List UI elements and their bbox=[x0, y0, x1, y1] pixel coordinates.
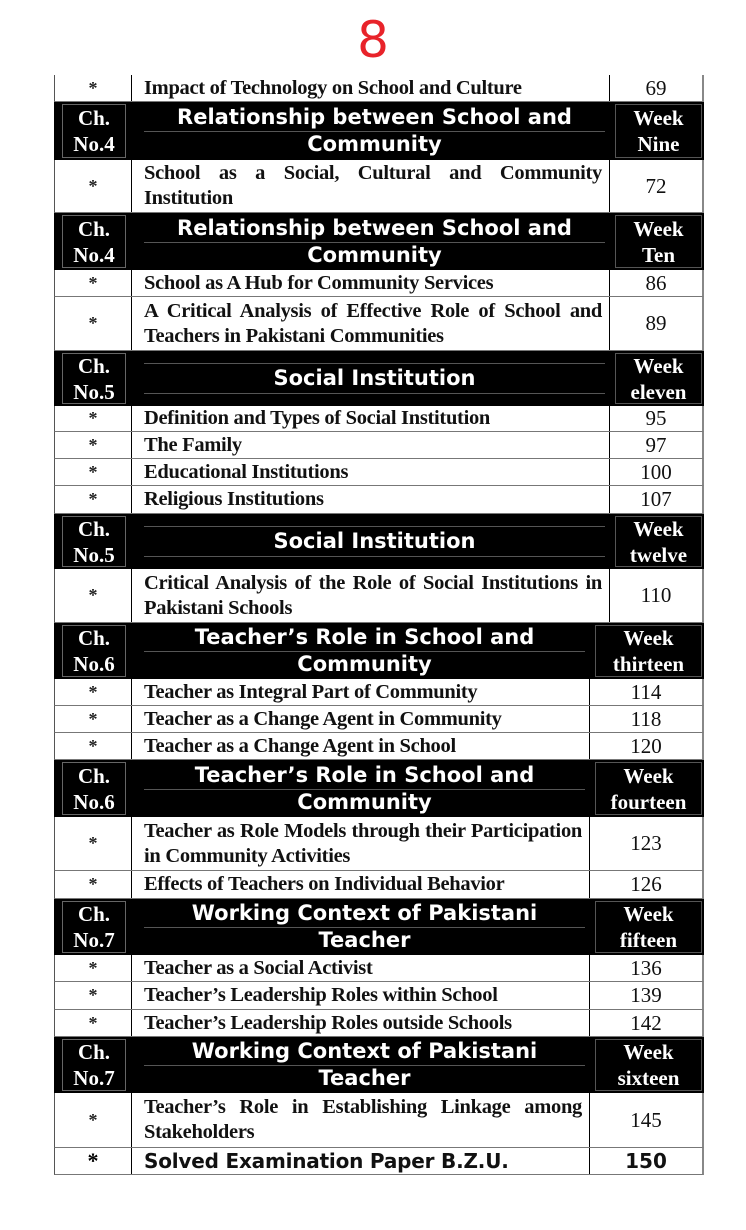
chapter-no: No.6 bbox=[73, 789, 115, 814]
topic-title-text: School as A Hub for Community Services bbox=[144, 271, 494, 294]
topic-row bbox=[54, 706, 704, 733]
topic-title-text: Educational Institutions bbox=[144, 460, 349, 483]
chapter-title bbox=[144, 351, 605, 406]
bullet-asterisk: * bbox=[55, 270, 132, 296]
topic-title-text: Teacher as Role Models through their Participation in Community Activities bbox=[144, 819, 582, 867]
chapter-label: Ch. bbox=[77, 216, 111, 241]
topic-title-text: Teacher as Integral Part of Community bbox=[144, 680, 478, 703]
page-ref: 126 bbox=[589, 871, 702, 898]
page-number: 8 bbox=[357, 11, 389, 69]
topic-row bbox=[54, 432, 704, 459]
chapter-title-line1: Teacher’s Role in School and bbox=[194, 625, 535, 649]
bullet-asterisk: * bbox=[55, 982, 132, 1009]
page-ref: 120 bbox=[589, 733, 702, 759]
week-word: Week bbox=[633, 353, 684, 378]
chapter-title bbox=[144, 1037, 585, 1093]
topic-title bbox=[132, 1010, 592, 1036]
page-ref: 114 bbox=[589, 679, 702, 705]
week-number: fifteen bbox=[619, 928, 678, 952]
chapter-title-line1: Working Context of Pakistani bbox=[191, 1039, 538, 1063]
topic-title bbox=[132, 432, 612, 458]
bullet-asterisk: * bbox=[55, 569, 132, 622]
topic-title-text: Solved Examination Paper B.Z.U. bbox=[144, 1148, 509, 1173]
chapter-header-row bbox=[54, 623, 704, 679]
chapter-header-row bbox=[54, 514, 704, 569]
chapter-no: No.5 bbox=[73, 379, 115, 404]
topic-row bbox=[54, 297, 704, 351]
chapter-header-row bbox=[54, 760, 704, 817]
chapter-title bbox=[144, 213, 605, 270]
week-word: Week bbox=[633, 106, 684, 130]
week-label bbox=[615, 215, 702, 268]
week-number: Ten bbox=[641, 242, 676, 267]
chapter-label: Ch. bbox=[77, 902, 111, 926]
chapter-header-row bbox=[54, 899, 704, 955]
topic-row bbox=[54, 1093, 704, 1148]
topic-title-text: Teacher’s Leadership Roles outside Schools bbox=[144, 1011, 512, 1034]
topic-title bbox=[132, 1093, 592, 1147]
chapter-header-row bbox=[54, 102, 704, 160]
topic-row bbox=[54, 569, 704, 623]
topic-title-text: The Family bbox=[144, 433, 242, 456]
bullet-asterisk: * bbox=[55, 459, 132, 485]
chapter-title-line1: Social Institution bbox=[273, 366, 476, 390]
topic-row bbox=[54, 270, 704, 297]
bullet-asterisk: * bbox=[55, 75, 132, 101]
topic-row bbox=[54, 160, 704, 213]
topic-row bbox=[54, 459, 704, 486]
page-ref: 100 bbox=[609, 459, 702, 485]
topic-row bbox=[54, 871, 704, 899]
chapter-title-line1: Teacher’s Role in School and bbox=[194, 762, 535, 787]
week-number: Nine bbox=[637, 132, 680, 156]
chapter-title-line1: Relationship between School and bbox=[177, 105, 572, 129]
topic-title bbox=[132, 817, 592, 870]
week-label bbox=[595, 762, 702, 815]
week-label bbox=[615, 516, 702, 567]
topic-row bbox=[54, 733, 704, 760]
page-ref: 107 bbox=[609, 486, 702, 513]
topic-row bbox=[54, 486, 704, 514]
chapter-header-row bbox=[54, 1037, 704, 1093]
page-ref: 142 bbox=[589, 1010, 702, 1036]
topic-title-text: Critical Analysis of the Role of Social Institutions in Pakistani Schools bbox=[144, 571, 602, 619]
chapter-label: Ch. bbox=[77, 763, 111, 788]
topic-title bbox=[132, 160, 612, 212]
chapter-title bbox=[144, 623, 585, 679]
topic-row bbox=[54, 679, 704, 706]
chapter-no: No.7 bbox=[73, 928, 115, 952]
topic-row bbox=[54, 1010, 704, 1037]
topic-title bbox=[132, 569, 612, 622]
topic-title bbox=[132, 706, 592, 732]
bullet-asterisk: * bbox=[55, 1010, 132, 1036]
week-label bbox=[595, 1039, 702, 1091]
page-ref: 86 bbox=[609, 270, 702, 296]
topic-title-text: Teacher as a Change Agent in Community bbox=[144, 707, 502, 730]
topic-title-text: Teacher’s Role in Establishing Linkage among Stakeholders bbox=[144, 1096, 582, 1143]
topic-title bbox=[132, 75, 612, 101]
topic-title bbox=[132, 955, 592, 981]
topic-title bbox=[132, 270, 612, 296]
page-ref: 123 bbox=[589, 817, 702, 870]
chapter-number bbox=[62, 516, 126, 567]
week-label bbox=[615, 353, 702, 404]
chapter-no: No.7 bbox=[73, 1066, 115, 1090]
chapter-number bbox=[62, 762, 126, 815]
page-ref: 145 bbox=[589, 1093, 702, 1147]
bullet-asterisk: * bbox=[55, 1148, 132, 1174]
week-word: Week bbox=[623, 902, 674, 926]
topic-title-text: Definition and Types of Social Institution bbox=[144, 407, 491, 429]
topic-title-text: Teacher as a Social Activist bbox=[144, 956, 373, 979]
bullet-asterisk: * bbox=[55, 733, 132, 759]
topic-row bbox=[54, 817, 704, 871]
chapter-title-line2: Community bbox=[307, 242, 442, 267]
page-ref: 72 bbox=[609, 160, 702, 212]
page-ref: 97 bbox=[609, 432, 702, 458]
chapter-title-line2: Teacher bbox=[318, 928, 411, 952]
bullet-asterisk: * bbox=[55, 679, 132, 705]
week-number: eleven bbox=[630, 379, 687, 404]
topic-title bbox=[132, 1148, 592, 1174]
chapter-header-row bbox=[54, 351, 704, 406]
chapter-label: Ch. bbox=[77, 1040, 111, 1064]
chapter-no: No.6 bbox=[73, 652, 115, 676]
chapter-title-line2: Teacher bbox=[318, 1066, 411, 1090]
topic-title-text: School as a Social, Cultural and Community Institution bbox=[144, 162, 602, 209]
topic-title bbox=[132, 982, 592, 1009]
chapter-title-line1: Working Context of Pakistani bbox=[191, 901, 538, 925]
chapter-no: No.4 bbox=[73, 132, 115, 156]
chapter-number bbox=[62, 625, 126, 677]
week-word: Week bbox=[633, 216, 684, 241]
bullet-asterisk: * bbox=[55, 406, 132, 431]
chapter-title bbox=[144, 899, 585, 955]
page-ref: 150 bbox=[589, 1148, 702, 1174]
bullet-asterisk: * bbox=[55, 486, 132, 513]
week-number: sixteen bbox=[617, 1066, 680, 1090]
page-ref: 89 bbox=[609, 297, 702, 350]
chapter-title bbox=[144, 514, 605, 569]
chapter-number bbox=[62, 353, 126, 404]
page-ref: 69 bbox=[609, 75, 702, 101]
week-label bbox=[595, 901, 702, 953]
topic-row bbox=[54, 75, 704, 102]
bullet-asterisk: * bbox=[55, 955, 132, 981]
page-ref: 139 bbox=[589, 982, 702, 1009]
page-ref: 118 bbox=[589, 706, 702, 732]
topic-title-text: Effects of Teachers on Individual Behavior bbox=[144, 873, 505, 895]
chapter-title-line1: Social Institution bbox=[273, 529, 476, 553]
chapter-number bbox=[62, 215, 126, 268]
week-label bbox=[615, 104, 702, 158]
week-word: Week bbox=[623, 626, 674, 650]
topic-title-text: Teacher as a Change Agent in School bbox=[144, 734, 456, 757]
bullet-asterisk: * bbox=[55, 432, 132, 458]
week-word: Week bbox=[623, 763, 674, 788]
bullet-asterisk: * bbox=[55, 817, 132, 870]
chapter-label: Ch. bbox=[77, 626, 111, 650]
week-number: fourteen bbox=[610, 789, 687, 814]
final-entry-row bbox=[54, 1148, 704, 1175]
bullet-asterisk: * bbox=[55, 297, 132, 350]
chapter-title-line2: Community bbox=[297, 652, 432, 676]
week-number: twelve bbox=[629, 542, 688, 567]
week-number: thirteen bbox=[612, 652, 685, 676]
week-word: Week bbox=[633, 516, 684, 541]
bullet-asterisk: * bbox=[55, 706, 132, 732]
week-word: Week bbox=[623, 1040, 674, 1064]
topic-title bbox=[132, 459, 612, 485]
topic-row bbox=[54, 406, 704, 432]
chapter-no: No.5 bbox=[73, 542, 115, 567]
chapter-number bbox=[62, 1039, 126, 1091]
chapter-label: Ch. bbox=[77, 106, 111, 130]
chapter-title bbox=[144, 102, 605, 160]
topic-title bbox=[132, 297, 612, 350]
week-label bbox=[595, 625, 702, 677]
chapter-header-row bbox=[54, 213, 704, 270]
page-ref: 136 bbox=[589, 955, 702, 981]
chapter-label: Ch. bbox=[77, 353, 111, 378]
topic-row bbox=[54, 955, 704, 982]
topic-title-text: Religious Institutions bbox=[144, 488, 324, 510]
chapter-title bbox=[144, 760, 585, 817]
bullet-asterisk: * bbox=[55, 871, 132, 898]
topic-title bbox=[132, 871, 592, 898]
topic-title-text: A Critical Analysis of Effective Role of School and Teachers in Pakistani Communities bbox=[144, 299, 602, 347]
bullet-asterisk: * bbox=[55, 1093, 132, 1147]
page-ref: 95 bbox=[609, 406, 702, 431]
chapter-no: No.4 bbox=[73, 242, 115, 267]
chapter-number bbox=[62, 104, 126, 158]
topic-row bbox=[54, 982, 704, 1010]
chapter-title-line2: Community bbox=[307, 132, 442, 156]
chapter-number bbox=[62, 901, 126, 953]
chapter-title-line1: Relationship between School and bbox=[177, 215, 572, 240]
topic-title-text: Teacher’s Leadership Roles within School bbox=[144, 984, 498, 1006]
page-ref: 110 bbox=[609, 569, 702, 622]
topic-title bbox=[132, 406, 612, 431]
topic-title-text: Impact of Technology on School and Culture bbox=[144, 76, 522, 99]
topic-title bbox=[132, 733, 592, 759]
bullet-asterisk: * bbox=[55, 160, 132, 212]
chapter-label: Ch. bbox=[77, 516, 111, 541]
chapter-title-line2: Community bbox=[297, 789, 432, 814]
topic-title bbox=[132, 679, 592, 705]
topic-title bbox=[132, 486, 612, 513]
